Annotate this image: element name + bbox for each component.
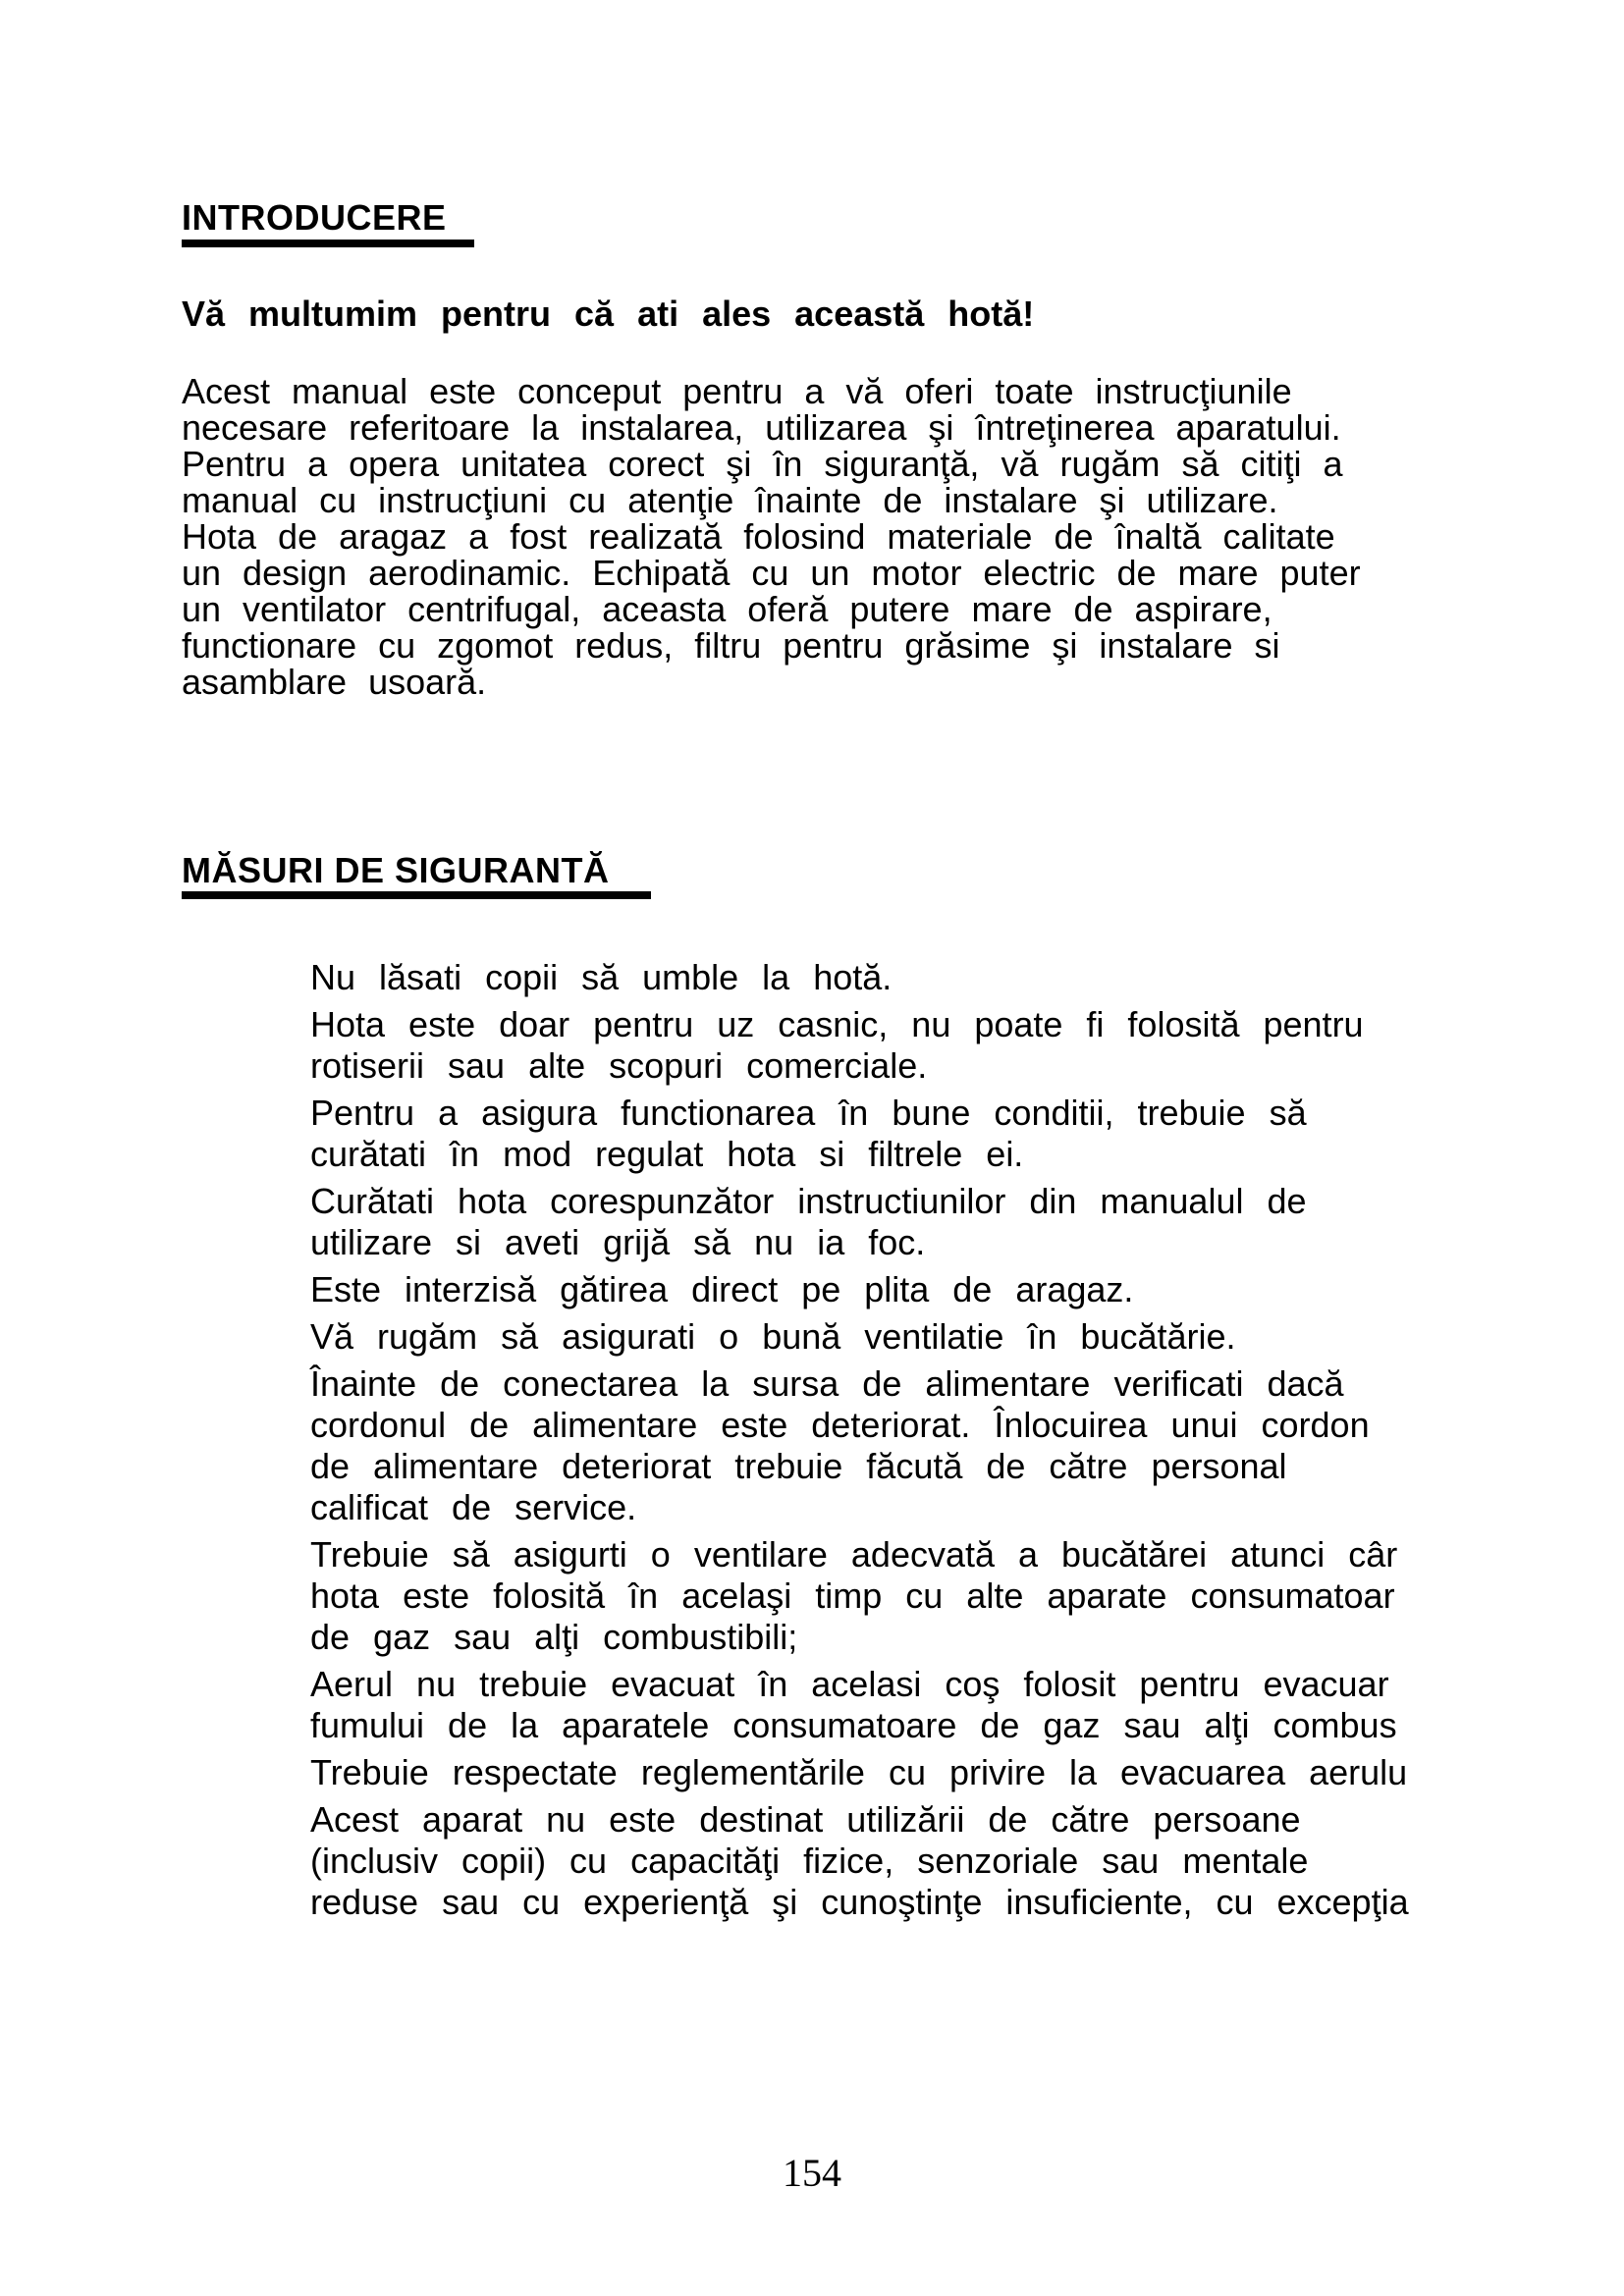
safety-line: Acest aparat nu este destinat utilizării de către persoane [310,1799,1301,1840]
safety-line: Curătati hota corespunzător instructiunilor din manualul de [310,1181,1307,1221]
safety-line: reduse sau cu experienţă şi cunoştinţe insuficiente, cu excepţia [310,1882,1409,1922]
safety-list [310,957,1606,1929]
safety-item-gas-appliances [310,1534,1606,1658]
safety-line: Hota este doar pentru uz casnic, nu poate fi folosită pentru [310,1004,1364,1044]
thank-you-line: Vă multumim pentru că ati ales această hotă! [182,294,1035,334]
intro-line: un design aerodinamic. Echipată cu un motor electric de mare puter [182,553,1361,593]
intro-line: manual cu instrucţiuni cu atenţie înainte de instalare şi utilizare. [182,480,1278,520]
safety-line: de gaz sau alţi combustibili; [310,1617,798,1657]
safety-item-ventilation [310,1316,1606,1358]
safety-line: (inclusiv copii) cu capacităţi fizice, senzoriale sau mentale [310,1841,1309,1881]
safety-line: utilizare si aveti grijă să nu ia foc. [310,1222,926,1262]
safety-item-children [310,957,1606,998]
safety-item-power-cord [310,1363,1606,1528]
safety-heading-underline [182,891,651,899]
safety-item-domestic-use [310,1004,1606,1087]
safety-item-regular-cleaning [310,1093,1606,1175]
intro-line: functionare cu zgomot redus, filtru pentru grăsime şi instalare si [182,625,1280,666]
safety-line: fumului de la aparatele consumatoare de gaz sau alţi combus [310,1705,1397,1745]
safety-item-no-direct-cooking [310,1269,1606,1310]
safety-item-exhaust-duct [310,1664,1606,1746]
safety-line: calificat de service. [310,1487,637,1527]
safety-line: Trebuie respectate reglementările cu privire la evacuarea aerulu [310,1752,1408,1792]
page-number: 154 [783,2151,841,2195]
introduction-heading: INTRODUCERE [182,197,447,238]
safety-line: cordonul de alimentare este deteriorat. Înlocuirea unui cordon [310,1405,1370,1445]
safety-line: hota este folosită în acelaşi timp cu alte aparate consumatoar [310,1575,1395,1616]
safety-line: Nu lăsati copii să umble la hotă. [310,957,893,997]
intro-line: Acest manual este conceput pentru a vă oferi toate instrucţiunile [182,371,1292,411]
introduction-paragraph [182,373,1596,700]
safety-line: Pentru a asigura functionarea în bune conditii, trebuie să [310,1093,1307,1133]
safety-line: curătati în mod regulat hota si filtrele ei. [310,1134,1024,1174]
intro-line: Pentru a opera unitatea corect şi în siguranţă, vă rugăm să citiţi a [182,444,1343,484]
safety-line: Înainte de conectarea la sursa de alimentare verificati dacă [310,1363,1344,1404]
safety-line: Aerul nu trebuie evacuat în acelasi coş folosit pentru evacuar [310,1664,1389,1704]
safety-item-cleaning-instructions [310,1181,1606,1263]
safety-line: rotiserii sau alte scopuri comerciale. [310,1045,928,1086]
intro-line: necesare referitoare la instalarea, utilizarea şi întreţinerea aparatului. [182,407,1341,448]
intro-line: un ventilator centrifugal, aceasta oferă putere mare de aspirare, [182,589,1272,629]
safety-item-regulations [310,1752,1606,1793]
safety-item-reduced-capacity-persons [310,1799,1606,1923]
intro-line: asamblare usoară. [182,662,487,702]
introduction-heading-underline [182,240,474,247]
safety-line: Este interzisă gătirea direct pe plita de aragaz. [310,1269,1134,1309]
safety-line: de alimentare deteriorat trebuie făcută de către personal [310,1446,1287,1486]
safety-line: Trebuie să asigurti o ventilare adecvată a bucătărei atunci câr [310,1534,1398,1575]
safety-heading: MĂSURI DE SIGURANTĂ [182,850,610,890]
intro-line: Hota de aragaz a fost realizată folosind materiale de înaltă calitate [182,516,1335,557]
safety-line: Vă rugăm să asigurati o bună ventilatie în bucătărie. [310,1316,1236,1357]
